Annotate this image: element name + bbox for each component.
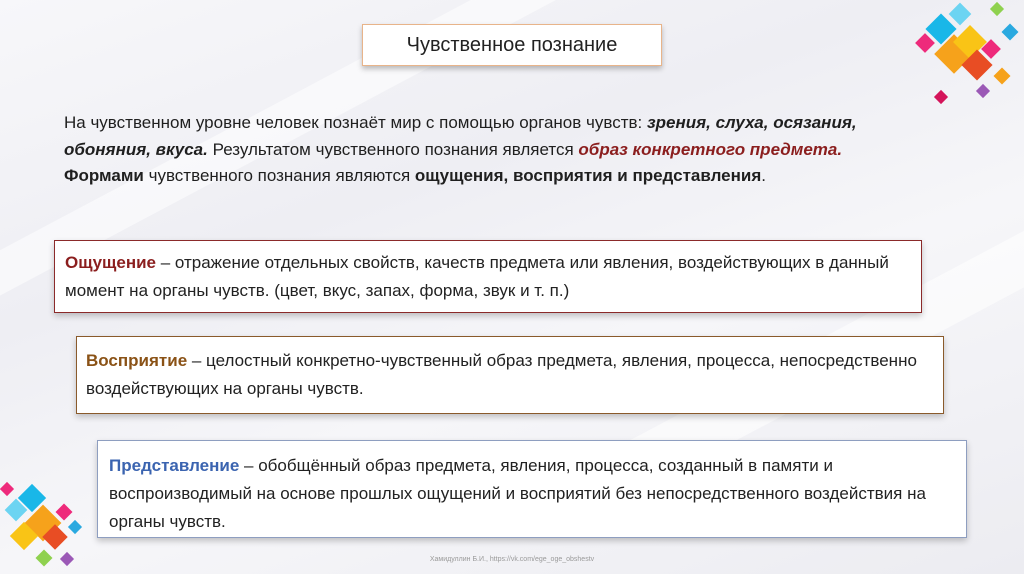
card-text: – целостный конкретно-чувственный образ предмета, явления, процесса, непосредственно воздействующих на органы чувств. [86,351,917,398]
intro-text: На чувственном уровне человек познаёт мир с помощью органов чувств: [64,113,647,132]
definition-card-sensation [54,240,922,313]
result-phrase: образ конкретного предмета. [578,139,843,159]
card-term: Ощущение [65,253,156,272]
slide-title [362,24,662,66]
intro-text: чувственного познания являются [143,166,415,185]
card-text: – отражение отдельных свойств, качеств предмета или явления, воздействующих в данный момент на органы чувств. (цвет, вкус, запах, форма, звук и т. п.) [65,253,889,300]
forms-list: ощущения, восприятия и представления [414,166,762,185]
definition-card-perception [76,336,944,414]
card-text: – обобщённый образ предмета, явления, процесса, созданный в памяти и воспроизводимый на основе прошлых ощущений и восприятий без непосредственного воздействия на органы чувств. [109,456,926,531]
forms-lead: Формами [64,166,144,185]
intro-text: Результатом чувственного познания является [207,139,579,159]
card-term: Представление [109,456,240,475]
card-term: Восприятие [86,351,188,370]
colorful-squares-top-right [900,0,1024,115]
intro-text: . [761,166,766,185]
intro-paragraph [64,110,944,190]
senses-list: зрения, слуха, осязания, обоняния, вкуса. [64,113,857,159]
footer-credit: Хамидуллин Б.И., https://vk.com/ege_oge_obshestv [429,556,595,563]
slide-title-text: Чувственное познание [406,33,618,56]
definition-card-representation [97,440,967,538]
